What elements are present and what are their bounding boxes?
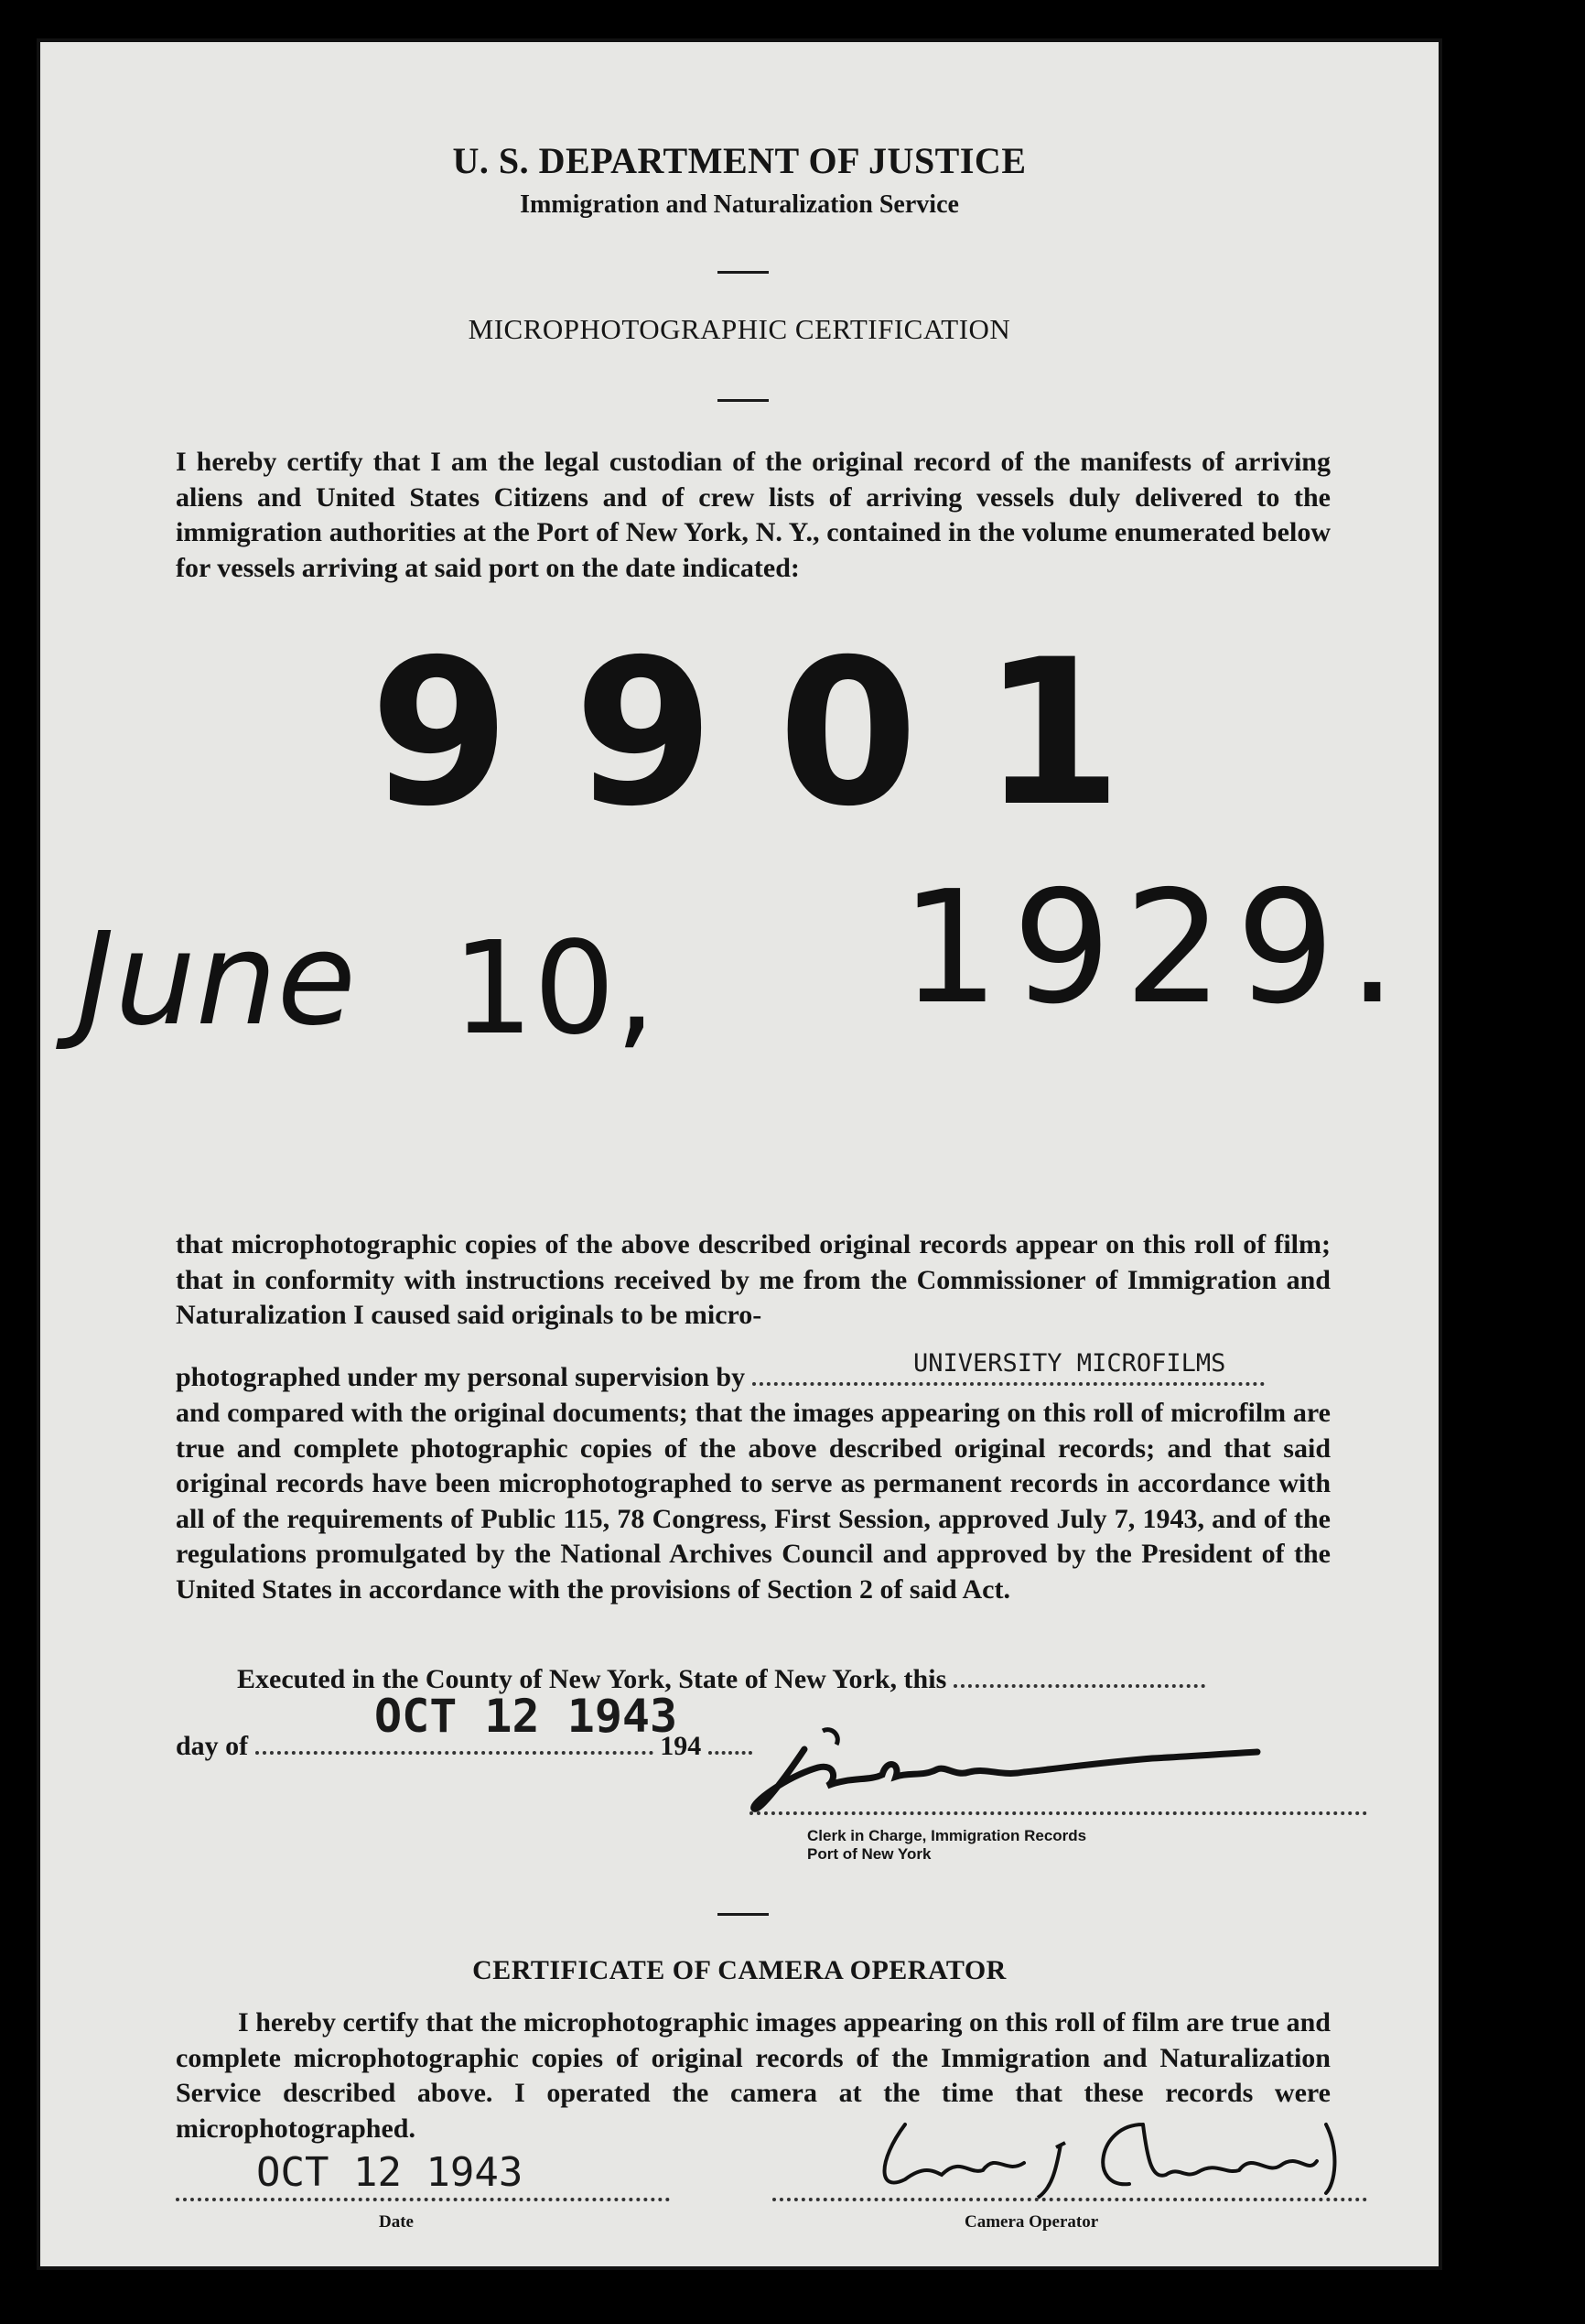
year-dotted-line <box>708 1751 752 1755</box>
camera-operator-label: Camera Operator <box>965 2212 1099 2232</box>
certification-text-part1: that microphotographic copies of the above described original records appear on this roll of film; that in conformity with instructions received by me from the Commissioner of Immigration and Naturalization I caused said originals to be micro- <box>176 1229 1331 1330</box>
divider <box>717 1913 769 1916</box>
date-line <box>176 2198 670 2201</box>
date-label: Date <box>379 2212 414 2232</box>
intro-paragraph: I hereby certify that I am the legal custodian of the original record of the manifests of arriving aliens and United States Citizens and of crew lists of arriving vessels duly delivered to the immigration authorities at the Port of New York, N. Y., contained in the volume enumerated below for vessels arriving at said port on the date indicated: <box>176 447 1331 583</box>
executed-dotted-line <box>954 1684 1205 1688</box>
stamped-camera-date: OCT 12 1943 <box>256 2149 523 2196</box>
day-of-dotted-line <box>255 1751 653 1755</box>
handwritten-date-day: 10, <box>452 914 656 1064</box>
divider <box>717 271 769 274</box>
supervision-dotted-line <box>752 1382 1265 1386</box>
clerk-signature <box>749 1722 1262 1822</box>
divider <box>717 399 769 402</box>
day-of-label: day of <box>176 1731 249 1761</box>
year-prefix: 194 <box>660 1731 702 1761</box>
stamped-execution-date: OCT 12 1943 <box>374 1690 678 1743</box>
clerk-signature-line <box>749 1811 1367 1815</box>
camera-operator-signature <box>868 2106 1363 2207</box>
certificate-sheet <box>37 38 1442 2270</box>
executed-line-text: Executed in the County of New York, State of New York, this <box>237 1664 947 1694</box>
handwritten-date-month: June <box>77 905 356 1054</box>
page-title: U. S. DEPARTMENT OF JUSTICE <box>452 140 1027 181</box>
clerk-location: Port of New York <box>807 1845 932 1863</box>
clerk-title: Clerk in Charge, Immigration Records <box>807 1827 1087 1844</box>
certification-text-part2: and compared with the original documents; that the images appearing on this roll of microfilm are true and complete photographic copies of the above described original records; and that said original records have been microphotographed to serve as permanent records in accordance with all of the requirements of Public 115, 78 Congress, First Session, approved July 7, 1943, and of the regulations promulgated by the National Archives Council and approved by the President of the United States in accordance with the provisions of Section 2 of said Act. <box>176 1398 1331 1605</box>
certification-paragraph <box>176 1227 1331 1334</box>
camera-operator-line <box>772 2198 1367 2201</box>
supervision-line-lead: photographed under my personal supervision by <box>176 1362 746 1392</box>
page-subtitle: Immigration and Naturalization Service <box>520 190 959 219</box>
stamped-company: UNIVERSITY MICROFILMS <box>913 1349 1226 1378</box>
camera-certificate-heading: CERTIFICATE OF CAMERA OPERATOR <box>472 1955 1007 1985</box>
handwritten-volume-number: 9901 <box>370 616 1187 850</box>
camera-certificate-paragraph: I hereby certify that the microphotographic images appearing on this roll of film are true and complete microphotographic copies of original records of the Immigration and Naturalization Service described above. I operated the camera at the time that these records were microphotographed. <box>176 2007 1331 2144</box>
handwritten-date-year: 1929. <box>900 858 1410 1039</box>
section-heading: MICROPHOTOGRAPHIC CERTIFICATION <box>468 313 1011 345</box>
